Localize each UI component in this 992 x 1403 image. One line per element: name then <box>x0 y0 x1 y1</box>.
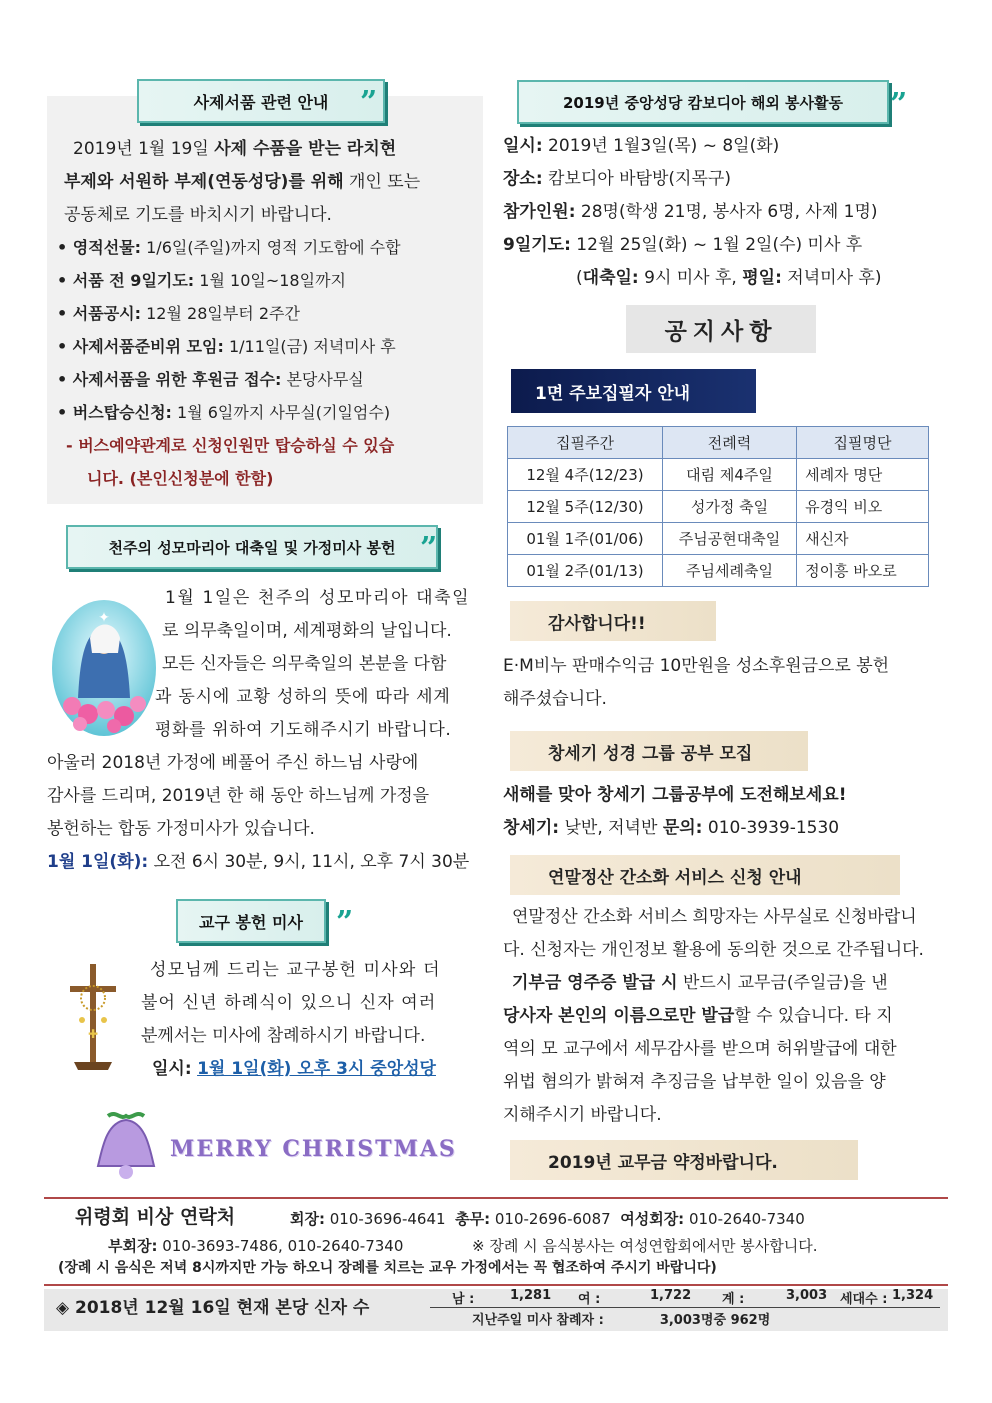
mary-text: 봉헌하는 합동 가정미사가 있습니다. <box>47 819 315 839</box>
ordination-title: 사제서품 관련 안내 <box>137 79 385 123</box>
ordination-intro-2: 부제와 서원하 부제(연동성당)를 위해 개인 또는 <box>64 172 421 192</box>
diocese-date: 일시: 1월 1일(화) 오후 3시 중앙성당 <box>152 1059 436 1079</box>
table-cell: 주님공현대축일 <box>662 523 796 555</box>
ordination-item: • 사제서품을 위한 후원금 접수: 본당사무실 <box>57 370 364 389</box>
mary-image <box>50 598 158 738</box>
mary-feast-title: 천주의 성모마리아 대축일 및 가정미사 봉헌 <box>66 525 438 569</box>
table-cell: 01월 2주(01/13) <box>508 555 663 587</box>
svg-text:✦: ✦ <box>98 610 110 626</box>
mary-text: 1월 1일은 천주의 성모마리아 대축일 <box>165 588 471 608</box>
genesis-text: 새해를 맞아 창세기 그룹공부에 도전해보세요! <box>503 785 847 805</box>
quote-icon: ” <box>336 905 354 940</box>
rosary-icon <box>64 958 122 1073</box>
table-cell: 12월 5주(12/30) <box>508 491 663 523</box>
thanks-title: 감사합니다!! <box>510 601 716 641</box>
table-header: 전례력 <box>662 427 796 459</box>
cambodia-row: 참가인원: 28명(학생 21명, 봉사자 6명, 사제 1명) <box>503 202 878 222</box>
quote-icon: ” <box>360 85 378 120</box>
ordination-item: • 영적선물: 1/6일(주일)까지 영적 기도함에 수합 <box>57 238 401 257</box>
tax-text: 위법 혐의가 밝혀져 추징금을 납부한 일이 있음을 양 <box>503 1072 886 1092</box>
footer-divider <box>44 1284 948 1286</box>
tax-text: 지해주시기 바랍니다. <box>503 1105 662 1125</box>
stats-title: ◈ 2018년 12월 16일 현재 본당 신자 수 <box>56 1298 370 1318</box>
cambodia-title: 2019년 중앙성당 캄보디아 해외 봉사활동 <box>517 80 889 124</box>
mary-text: 모든 신자들은 의무축일의 본분을 다함 <box>162 654 447 674</box>
tax-text: 당사자 본인의 이름으로만 발급할 수 있습니다. 타 지 <box>503 1006 893 1026</box>
mary-text: 아울러 2018년 가정에 베풀어 주신 하느님 사랑에 <box>47 753 419 773</box>
ordination-item: • 사제서품준비위 모임: 1/11일(금) 저녁미사 후 <box>57 337 396 356</box>
table-cell: 정이흥 바오로 <box>797 555 929 587</box>
ordination-intro-1: 2019년 1월 19일 사제 수품을 받는 라치현 <box>73 139 397 159</box>
quote-icon: ” <box>890 87 908 122</box>
funeral-note-2: (장례 시 음식은 저녁 8시까지만 가능 하오니 장례를 치르는 교우 가정에서는 꼭 협조하여 주시기 바랍니다) <box>58 1260 717 1276</box>
table-cell: 01월 1주(01/06) <box>508 523 663 555</box>
mary-text: 로 의무축일이며, 세계평화의 날입니다. <box>162 621 452 641</box>
cambodia-row: 장소: 캄보디아 바탐방(지목구) <box>503 169 731 189</box>
genesis-title: 창세기 성경 그룹 공부 모집 <box>510 731 808 771</box>
christmas-bell-icon <box>88 1110 164 1182</box>
mary-text: 과 동시에 교황 성하의 뜻에 따라 세계 <box>155 687 451 707</box>
attendance: 지난주일 미사 참례자 : 3,003명중 962명 <box>472 1313 771 1328</box>
contact-title: 위령회 비상 연락처 <box>75 1206 236 1228</box>
ordination-item: • 서품공시: 12월 28일부터 2주간 <box>57 304 300 323</box>
writers-title: 1면 주보집필자 안내 <box>511 369 756 413</box>
ordination-item: • 서품 전 9일기도: 1월 10일~18일까지 <box>57 271 346 290</box>
table-row <box>508 459 929 491</box>
table-row <box>508 523 929 555</box>
table-row <box>508 491 929 523</box>
quote-icon: ” <box>420 531 438 566</box>
table-header: 집필주간 <box>508 427 663 459</box>
table-cell: 주님세례축일 <box>662 555 796 587</box>
cambodia-row: 9일기도: 12월 25일(화) ~ 1월 2일(수) 미사 후 <box>503 235 863 255</box>
table-cell: 세례자 명단 <box>797 459 929 491</box>
table-cell: 새신자 <box>797 523 929 555</box>
ordination-intro-3: 공동체로 기도를 바치시기 바랍니다. <box>64 205 332 225</box>
dues-title: 2019년 교무금 약정바랍니다. <box>510 1140 858 1180</box>
table-header-row <box>508 427 929 459</box>
tax-title: 연말정산 간소화 서비스 신청 안내 <box>510 855 900 895</box>
bus-note-2: 니다. (본인신청분에 한함) <box>87 469 274 488</box>
ordination-item: • 버스탑승신청: 1월 6일까지 사무실(기일엄수) <box>57 403 390 422</box>
thanks-text: 해주셨습니다. <box>503 689 607 709</box>
bus-note-1: - 버스예약관계로 신청인원만 탑승하실 수 있습 <box>66 436 395 455</box>
contact-row-2: 부회장: 010-3693-7486, 010-2640-7340 <box>108 1237 404 1255</box>
stats-counts: 남 : 1,281 여 : 1,722 계 : 3,003 세대수 : 1,324 <box>430 1288 940 1308</box>
merry-christmas: MERRY CHRISTMAS <box>170 1136 457 1162</box>
tax-text: 기부금 영주증 발급 시 반드시 교무금(주일금)을 낸 <box>512 973 888 993</box>
svg-text:✚: ✚ <box>87 1027 99 1041</box>
genesis-info: 창세기: 낮반, 저녁반 문의: 010-3939-1530 <box>503 818 840 838</box>
footer-divider <box>44 1197 948 1199</box>
table-cell: 유경익 비오 <box>797 491 929 523</box>
mary-text: 평화를 위하여 기도해주시기 바랍니다. <box>155 720 452 740</box>
funeral-note: ※ 장례 시 음식봉사는 여성연합회에서만 봉사합니다. <box>472 1237 818 1255</box>
diocese-text: 불어 신년 하례식이 있으니 신자 여러 <box>141 993 437 1013</box>
contact-row-1: 회장: 010-3696-4641 총무: 010-2696-6087 여성회장: 010-2640-7340 <box>290 1210 805 1228</box>
table-cell: 대림 제4주일 <box>662 459 796 491</box>
tax-text: 다. 신청자는 개인정보 활용에 동의한 것으로 간주됩니다. <box>503 940 924 960</box>
table-row <box>508 555 929 587</box>
diocese-mass-title: 교구 봉헌 미사 <box>176 899 326 943</box>
mary-text: 감사를 드리며, 2019년 한 해 동안 하느님께 가정을 <box>47 786 430 806</box>
writers-table <box>507 426 929 587</box>
table-cell: 12월 4주(12/23) <box>508 459 663 491</box>
diocese-text: 분께서는 미사에 참례하시기 바랍니다. <box>141 1026 426 1046</box>
mary-date: 1월 1일(화): 오전 6시 30분, 9시, 11시, 오후 7시 30분 <box>47 852 470 872</box>
cambodia-subrow: (대축일: 9시 미사 후, 평일: 저녁미사 후) <box>576 268 882 288</box>
tax-text: 역의 모 교구에서 세무감사를 받으며 허위발급에 대한 <box>503 1039 897 1059</box>
tax-text: 연말정산 간소화 서비스 희망자는 사무실로 신청바랍니 <box>512 907 917 927</box>
notice-title: 공지사항 <box>626 305 816 353</box>
thanks-text: E·M비누 판매수익금 10만원을 성소후원금으로 봉헌 <box>503 656 890 676</box>
table-header: 집필명단 <box>797 427 929 459</box>
cambodia-row: 일시: 2019년 1월3일(목) ~ 8일(화) <box>503 136 780 156</box>
diocese-text: 성모님께 드리는 교구봉헌 미사와 더 <box>150 960 441 980</box>
table-cell: 성가정 축일 <box>662 491 796 523</box>
